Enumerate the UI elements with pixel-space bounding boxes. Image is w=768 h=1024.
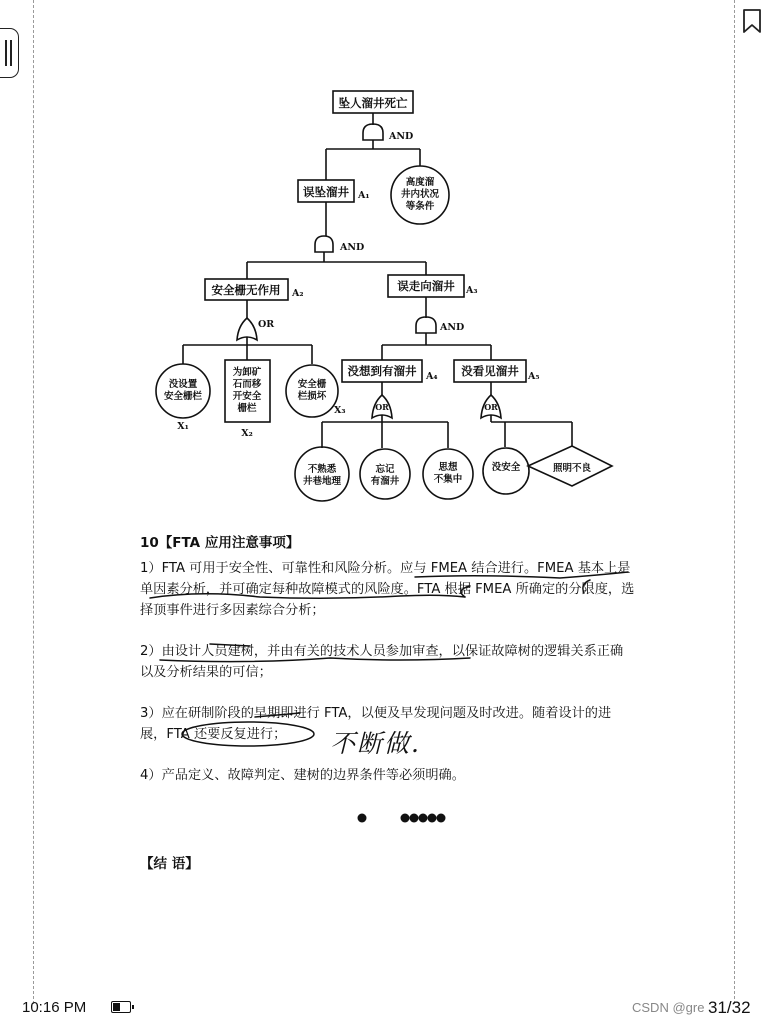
bookmark-icon[interactable]	[742, 8, 762, 38]
b4-label: 没安全	[491, 462, 521, 473]
conclusion-heading: 【结 语】	[140, 856, 199, 872]
underline-single-factor	[150, 594, 465, 599]
clock-time: 10:16 PM	[22, 999, 87, 1016]
and-gate-label-2: AND	[340, 242, 365, 253]
status-bar	[0, 990, 768, 1024]
and-gate-label: AND	[389, 131, 414, 142]
height-cond-line3: 等条件	[405, 201, 435, 212]
paragraph-2: 2）由设计人员建树，并由有关的技术人员参加审查，以保证故障树的逻辑关系正确以及分析结果的可信；	[140, 644, 624, 680]
x3-line1: 安全栅	[297, 379, 327, 390]
x3-line2: 栏损坏	[297, 391, 327, 402]
x1-line1: 没设置	[168, 379, 198, 390]
b3-line2: 不集中	[433, 474, 463, 485]
or-gate-label: OR	[258, 319, 275, 330]
no-see-tag: A₅	[528, 371, 540, 382]
no-thought-label: 没想到有溜井	[347, 364, 417, 378]
underline-designer	[160, 658, 470, 662]
paragraph-4: 4）产品定义、故障判定、建树的边界条件等必须明确。	[140, 768, 465, 783]
fall-in-label: 误坠溜井	[303, 185, 349, 199]
x2-line4: 栅栏	[237, 403, 257, 414]
height-cond-line2: 井内状况	[400, 189, 440, 200]
paragraph-3: 3）应在研制阶段的早期即进行 FTA，以便及早发现问题及时改进。随着设计的进展，FTA 还要反复进行；	[140, 706, 612, 742]
b2-line1: 忘记	[375, 464, 395, 475]
section-divider-dots	[357, 812, 457, 824]
height-cond-line1: 高度溜	[405, 177, 435, 188]
section-heading: 10【FTA 应用注意事项】	[140, 535, 300, 551]
page-indicator[interactable]: 31/32	[708, 998, 751, 1017]
or-gate-label-a4: OR	[375, 402, 389, 412]
fence-fail-tag: A₂	[292, 288, 304, 299]
fence-fail-label: 安全栅无作用	[211, 283, 281, 297]
walk-to-tag: A₃	[466, 285, 478, 296]
paragraph-1: 1）FTA 可用于安全性、可靠性和风险分析。应与 FMEA 结合进行。FMEA 基本上是单因素分析，并可确定每种故障模式的风险度。FTA 根据 FMEA 所确定的分限度，选择顶事件进行多因素综合分析；	[140, 561, 635, 618]
strike-early-stage	[255, 713, 300, 717]
right-page-edge	[734, 0, 735, 1004]
curl-fmea	[583, 580, 590, 593]
b3-line1: 思想	[438, 462, 458, 473]
x2-line1: 为卸矿	[232, 367, 262, 378]
menu-handle-icon[interactable]	[0, 28, 19, 78]
b1-line2: 井巷地理	[302, 476, 342, 487]
b5-label: 照明不良	[552, 463, 592, 474]
x2-line3: 开安全	[232, 391, 262, 402]
csdn-watermark: CSDN @gre	[632, 1000, 705, 1015]
circle-repeat	[182, 722, 314, 746]
walk-to-label: 误走向溜井	[397, 279, 455, 293]
fault-tree-diagram	[140, 85, 620, 505]
x2-line2: 石而移	[232, 379, 262, 390]
or-gate-label-a5: OR	[484, 402, 498, 412]
left-page-edge	[33, 0, 34, 1004]
handwritten-note: 不断做.	[330, 729, 421, 758]
no-see-label: 没看见溜井	[461, 364, 519, 378]
battery-icon	[111, 1001, 131, 1013]
top-event-label: 坠人溜井死亡	[338, 96, 408, 110]
x1-tag: X₁	[177, 421, 189, 432]
b1-line1: 不熟悉	[307, 464, 337, 475]
underline-fmea	[415, 572, 628, 578]
fall-in-tag: A₁	[358, 190, 370, 201]
and-gate-label-3: AND	[440, 322, 465, 333]
x1-line2: 安全栅栏	[163, 391, 203, 402]
x2-tag: X₂	[241, 428, 253, 439]
no-thought-tag: A₄	[426, 371, 438, 382]
b2-line2: 有溜井	[370, 476, 400, 487]
x3-tag: X₃	[334, 405, 346, 416]
